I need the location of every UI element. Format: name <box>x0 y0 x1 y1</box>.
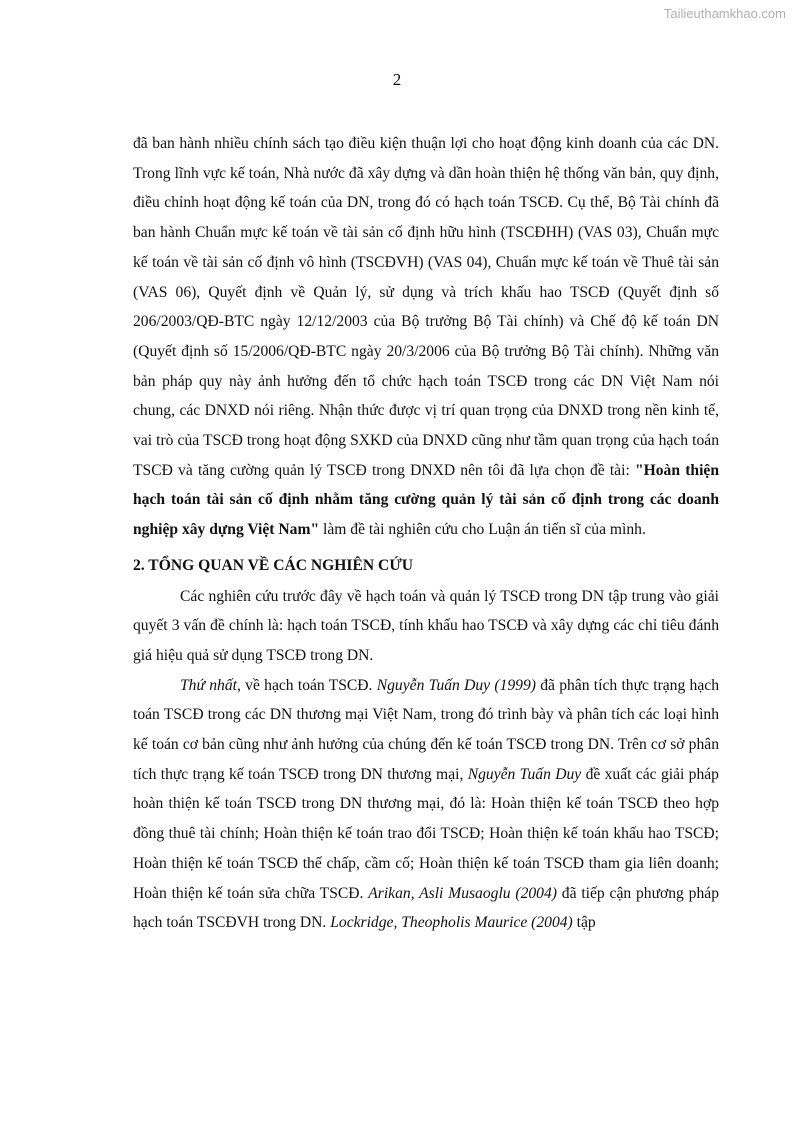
section-heading: 2. TỔNG QUAN VỀ CÁC NGHIÊN CỨU <box>133 556 413 574</box>
text-run: đề xuất các giải pháp hoàn thiện kế toán TSCĐ trong DN thương mại, đó là: Hoàn thiện kế toán TSCĐ theo hợp đồng thuê tài chính; Hoàn thiện kế toán trao đổi TSCĐ; Hoàn thiện kế toán khấu hao TSCĐ; Hoàn thiện kế toán TSCĐ thế chấp, cầm cố; Hoàn thiện kế toán TSCĐ tham gia liên doanh; Hoàn thiện kế toán sửa chữa TSCĐ. <box>133 765 719 902</box>
italic-run: Thứ nhất <box>180 676 237 694</box>
paragraph-intro <box>133 129 719 545</box>
paragraph-first <box>133 671 719 938</box>
watermark: Tailieuthamkhao.com <box>663 6 786 21</box>
citation: Arikan, Asli Musaoglu (2004) <box>368 884 557 902</box>
paragraph-overview: Các nghiên cứu trước đây về hạch toán và quản lý TSCĐ trong DN tập trung vào giải quyết 3 vấn đề chính là: hạch toán TSCĐ, tính khấu hao TSCĐ và xây dựng các chỉ tiêu đánh giá hiệu quả sử dụng TSCĐ trong DN. <box>133 587 719 664</box>
thesis-title: "Hoàn thiện hạch toán tài sản cố định nhằm tăng cường quản lý tài sản cố định trong các doanh nghiệp xây dựng Việt Nam" <box>133 461 720 539</box>
text-run: đã ban hành nhiều chính sách tạo điều kiện thuận lợi cho hoạt động kinh doanh của các DN. Trong lĩnh vực kế toán, Nhà nước đã xây dựng và dần hoàn thiện hệ thống văn bản, quy định, điều chỉnh hoạt động kế toán của DN, trong đó có hạch toán TSCĐ. Cụ thể, Bộ Tài chính đã ban hành Chuẩn mực kế toán về tài sản cố định hữu hình (TSCĐHH) (VAS 03), Chuẩn mực kế toán về tài sản cố định vô hình (TSCĐVH) (VAS 04), Chuẩn mực kế toán về Thuê tài sản (VAS 06), Quyết định về Quản lý, sử dụng và trích khấu hao TSCĐ (Quyết định số 206/2003/QĐ-BTC ngày 12/12/2003 của Bộ trưởng Bộ Tài chính) và Chế độ kế toán DN (Quyết định số 15/2006/QĐ-BTC ngày 20/3/2006 của Bộ trưởng Bộ Tài chính). Những văn bản pháp quy này ảnh hưởng đến tổ chức hạch toán TSCĐ trong các DN Việt Nam nói chung, các DNXD nói riêng. Nhận thức được vị trí quan trọng của DNXD trong nền kinh tế, vai trò của TSCĐ trong hoạt động SXKD của DNXD cũng như tầm quan trọng của hạch toán TSCĐ và tăng cường quản lý TSCĐ trong DNXD nên tôi đã lựa chọn đề tài: <box>133 135 719 479</box>
citation: Lockridge, Theopholis Maurice (2004) <box>330 914 573 932</box>
document-body <box>133 129 719 938</box>
text-run: đã phân tích thực trạng hạch toán TSCĐ trong các DN thương mại Việt Nam, trong đó trình bày và phân tích các loại hình kế toán cơ bản cũng như ảnh hưởng của chúng đến kế toán TSCĐ trong DN. Trên cơ sở phân tích thực trạng kế toán TSCĐ trong DN thương mại, <box>133 676 719 783</box>
text-run: đã tiếp cận phương pháp hạch toán TSCĐVH trong DN. <box>133 884 719 932</box>
text-run: làm đề tài nghiên cứu cho Luận án tiến sĩ của mình. <box>319 521 646 539</box>
citation: Nguyễn Tuấn Duy <box>467 765 582 783</box>
text-run: , về hạch toán TSCĐ. <box>236 676 377 694</box>
citation: Nguyễn Tuấn Duy (1999) <box>376 676 536 694</box>
page-number: 2 <box>392 70 402 89</box>
text-run: tập <box>572 914 596 932</box>
